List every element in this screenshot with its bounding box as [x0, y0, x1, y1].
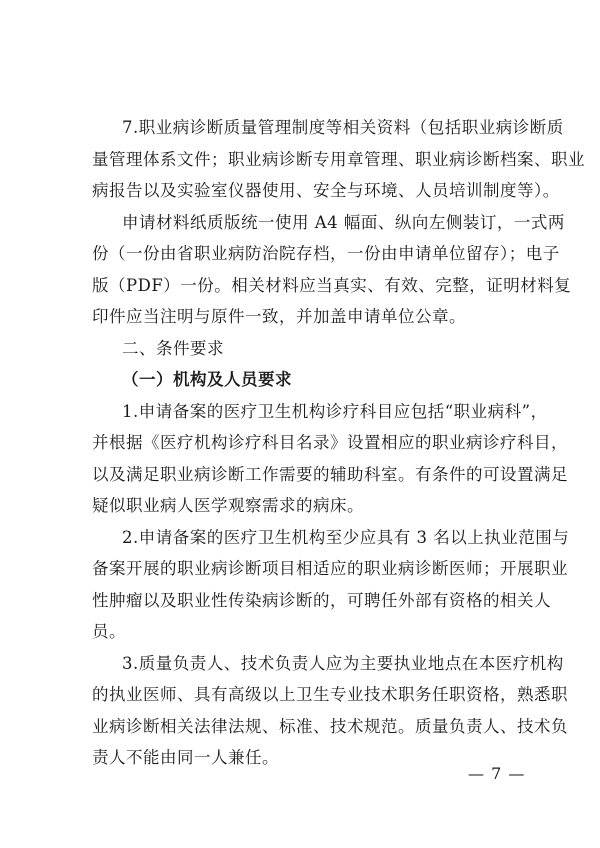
section-heading: 二、条件要求: [122, 339, 224, 358]
subsection-heading: （一）机构及人员要求: [122, 370, 292, 389]
materials-line-3: 版（PDF）一份。相关材料应当真实、有效、完整，证明材料复: [92, 276, 572, 295]
paragraph-7-line-3: 病报告以及实验室仪器使用、安全与环境、人员培训制度等）。: [92, 181, 560, 200]
item-2-line-2: 备案开展的职业病诊断项目相适应的职业病诊断医师；开展职业: [92, 559, 568, 578]
item-1-line-1: 1.申请备案的医疗卫生机构诊疗科目应包括“职业病科”，: [122, 402, 548, 421]
page-number: — 7 —: [468, 764, 526, 783]
item-3-line-4: 责人不能由同一人兼任。: [92, 748, 279, 767]
materials-line-2: 份（一份由省职业病防治院存档，一份由申请单位留存）；电子: [92, 244, 560, 263]
item-1-line-4: 疑似职业病人医学观察需求的病床。: [92, 496, 364, 515]
item-2-line-3: 性肿瘤以及职业性传染病诊断的，可聘任外部有资格的相关人: [92, 591, 551, 610]
item-1-line-2: 并根据《医疗机构诊疗科目名录》设置相应的职业病诊疗科目，: [92, 433, 568, 452]
item-2-line-4: 员。: [92, 622, 126, 641]
item-1-line-3: 以及满足职业病诊断工作需要的辅助科室。有条件的可设置满足: [92, 465, 568, 484]
paragraph-7-line-2: 量管理体系文件；职业病诊断专用章管理、职业病诊断档案、职业: [92, 150, 585, 169]
item-3-line-2: 的执业医师、具有高级以上卫生专业技术职务任职资格，熟悉职: [92, 685, 568, 704]
materials-line-1: 申请材料纸质版统一使用 A4 幅面、纵向左侧装订，一式两: [122, 213, 565, 232]
item-3-line-3: 业病诊断相关法律法规、标准、技术规范。质量负责人、技术负: [92, 717, 568, 736]
item-2-line-1: 2.申请备案的医疗卫生机构至少应具有 3 名以上执业范围与: [122, 528, 570, 547]
materials-line-4: 印件应当注明与原件一致，并加盖申请单位公章。: [92, 307, 466, 326]
item-3-line-1: 3.质量负责人、技术负责人应为主要执业地点在本医疗机构: [122, 654, 564, 673]
paragraph-7-line-1: 7.职业病诊断质量管理制度等相关资料（包括职业病诊断质: [122, 118, 564, 137]
